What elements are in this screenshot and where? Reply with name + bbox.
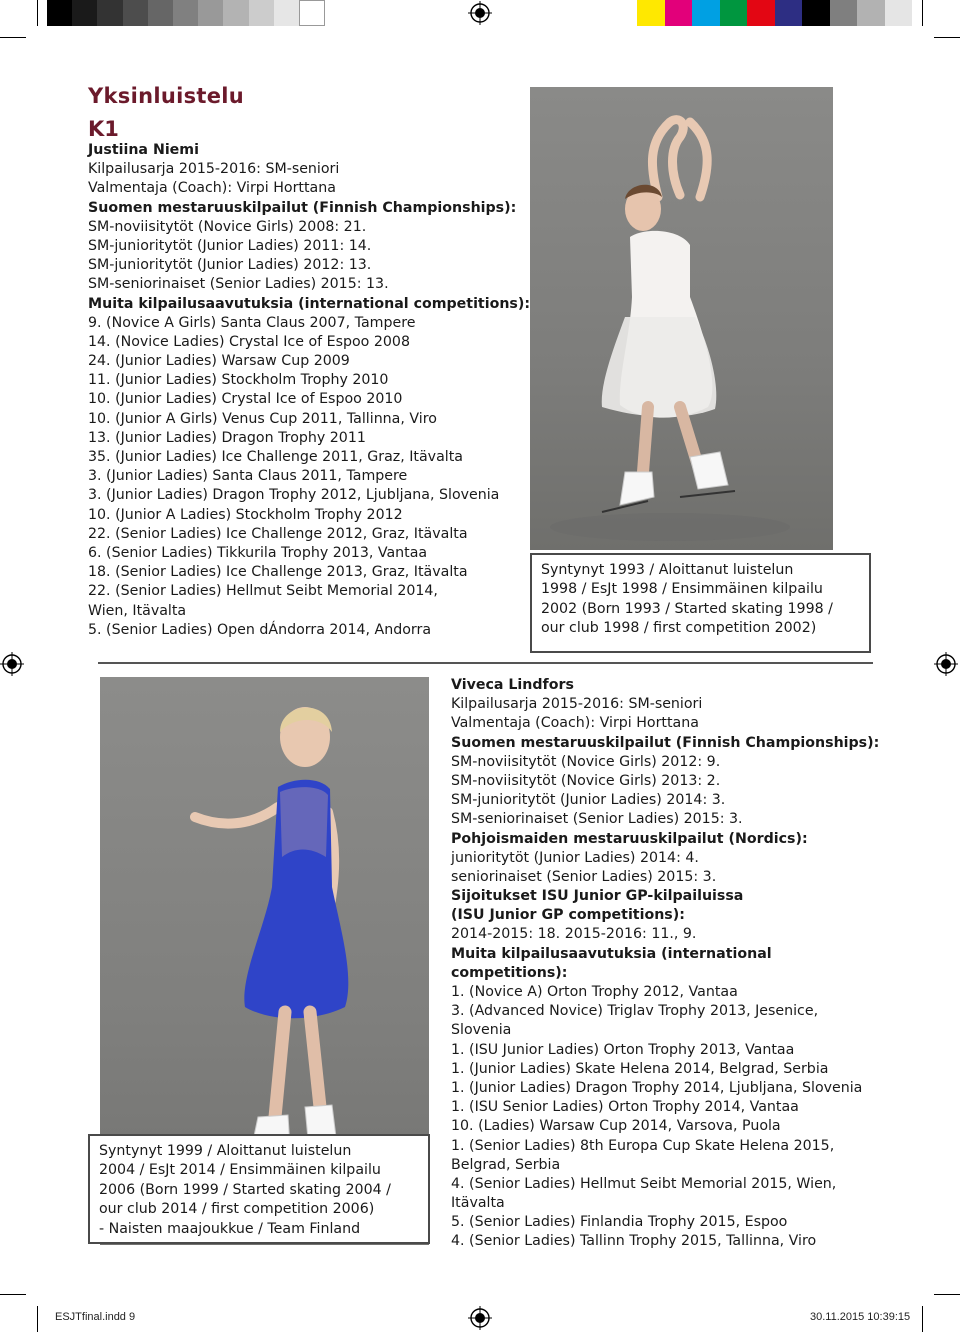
- process-swatch: [692, 0, 720, 26]
- skater2-line: SM-seniorinaiset (Senior Ladies) 2015: 3.: [451, 811, 743, 828]
- skater2-line: 1. (ISU Junior Ladies) Orton Trophy 2013, Vantaa: [451, 1041, 795, 1058]
- file-slug: ESJTfinal.indd 9: [55, 1311, 136, 1323]
- trim-mark: [934, 37, 960, 38]
- skater1-line: 10. (Junior Ladies) Crystal Ice of Espoo 2010: [88, 391, 403, 408]
- registration-mark-bottom-icon: [468, 1306, 492, 1330]
- skater1-line: 5. (Senior Ladies) Open dÁndorra 2014, Andorra: [88, 621, 432, 638]
- skater2-line: Sijoitukset ISU Junior GP-kilpailuissa: [451, 888, 744, 905]
- skater2-line: Pohjoismaiden mestaruuskilpailut (Nordics):: [451, 830, 808, 847]
- skater2-line: 10. (Ladies) Warsaw Cup 2014, Varsova, Puola: [451, 1118, 781, 1135]
- skater2-line: Itävalta: [451, 1195, 505, 1212]
- date-slug: 30.11.2015 10:39:15: [810, 1311, 911, 1323]
- skater1-line: Valmentaja (Coach): Virpi Horttana: [88, 180, 336, 197]
- registration-mark-top-icon: [468, 1, 492, 25]
- skater2-caption-line: our club 2014 / first competition 2006): [99, 1201, 375, 1218]
- skater1-line: Muita kilpailusaavutuksia (international competitions):: [88, 295, 531, 312]
- trim-mark: [37, 1306, 38, 1332]
- skater1-line: Suomen mestaruuskilpailut (Finnish Championships):: [88, 199, 517, 216]
- skater1-line: SM-seniorinaiset (Senior Ladies) 2015: 13.: [88, 276, 389, 293]
- registration-mark-left-icon: [0, 652, 24, 676]
- trim-mark: [922, 0, 923, 26]
- skater1-line: 10. (Junior A Girls) Venus Cup 2011, Tallinna, Viro: [88, 410, 437, 427]
- skater2-line: SM-noviisitytöt (Novice Girls) 2013: 2.: [451, 772, 721, 789]
- process-swatch: [637, 0, 665, 26]
- process-swatch: [857, 0, 885, 26]
- gray-swatch: [47, 0, 73, 26]
- skater1-photo: [530, 87, 833, 550]
- skater1-line: 9. (Novice A Girls) Santa Claus 2007, Tampere: [88, 314, 416, 331]
- skater2-line: seniorinaiset (Senior Ladies) 2015: 3.: [451, 868, 717, 885]
- skater1-bio: [88, 141, 530, 640]
- process-swatch: [747, 0, 775, 26]
- skater2-caption-line: - Naisten maajoukkue / Team Finland: [99, 1220, 361, 1237]
- skater1-line: 35. (Junior Ladies) Ice Challenge 2011, Graz, Itävalta: [88, 449, 463, 465]
- skater1-caption-line: Syntynyt 1993 / Aloittanut luistelun: [541, 562, 794, 578]
- trim-mark: [922, 1306, 923, 1332]
- skater2-caption-line: 2004 / EsJt 2014 / Ensimmäinen kilpailu: [99, 1162, 381, 1179]
- skater1-name: Justiina Niemi: [88, 142, 199, 158]
- skater1-line: 18. (Senior Ladies) Ice Challenge 2013, Graz, Itävalta: [88, 564, 468, 581]
- skater2-line: 1. (Senior Ladies) 8th Europa Cup Skate Helena 2015,: [451, 1137, 835, 1154]
- skater2-line: Valmentaja (Coach): Virpi Horttana: [451, 715, 699, 732]
- skater2-caption: [88, 1134, 430, 1244]
- skater2-line: Belgrad, Serbia: [451, 1156, 561, 1173]
- gray-swatch: [72, 0, 98, 26]
- skater1-line: SM-noviisitytöt (Novice Girls) 2008: 21.: [88, 218, 367, 235]
- category-label: K1: [88, 117, 119, 141]
- skater2-line: Muita kilpailusaavutuksia (international: [451, 945, 772, 962]
- skater2-line: 2014-2015: 18. 2015-2016: 11., 9.: [451, 926, 697, 943]
- gray-swatch: [299, 0, 325, 26]
- skater2-line: 1. (ISU Senior Ladies) Orton Trophy 2014, Vantaa: [451, 1099, 799, 1116]
- skater2-line: 1. (Junior Ladies) Dragon Trophy 2014, Ljubljana, Slovenia: [451, 1079, 863, 1096]
- skater2-line: SM-noviisitytöt (Novice Girls) 2012: 9.: [451, 753, 721, 770]
- process-swatch: [885, 0, 913, 26]
- skater2-line: SM-junioritytöt (Junior Ladies) 2014: 3.: [451, 792, 726, 809]
- skater2-line: 3. (Advanced Novice) Triglav Trophy 2013, Jesenice,: [451, 1003, 819, 1020]
- registration-mark-right-icon: [934, 652, 958, 676]
- section-title: Yksinluistelu: [88, 84, 244, 108]
- skater2-name: Viveca Lindfors: [451, 677, 574, 693]
- skater2-line: 4. (Senior Ladies) Hellmut Seibt Memorial 2015, Wien,: [451, 1175, 837, 1192]
- skater1-caption: [530, 553, 871, 653]
- skater1-line: 22. (Senior Ladies) Hellmut Seibt Memorial 2014,: [88, 583, 438, 600]
- process-swatch: [665, 0, 693, 26]
- skater2-line: 5. (Senior Ladies) Finlandia Trophy 2015, Espoo: [451, 1214, 788, 1231]
- skater1-line: 14. (Novice Ladies) Crystal Ice of Espoo 2008: [88, 333, 410, 350]
- skater1-line: 3. (Junior Ladies) Santa Claus 2011, Tampere: [88, 468, 408, 485]
- skater1-line: 13. (Junior Ladies) Dragon Trophy 2011: [88, 429, 366, 446]
- skater2-line: competitions):: [451, 964, 568, 981]
- gray-swatch: [123, 0, 149, 26]
- skater1-caption-line: our club 1998 / first competition 2002): [541, 620, 817, 637]
- trim-mark: [37, 0, 38, 26]
- skater1-line: 22. (Senior Ladies) Ice Challenge 2012, Graz, Itävalta: [88, 525, 468, 542]
- skater2-line: Slovenia: [451, 1022, 512, 1039]
- process-swatch: [802, 0, 830, 26]
- skater1-line: Wien, Itävalta: [88, 602, 187, 619]
- skater1-line: 11. (Junior Ladies) Stockholm Trophy 2010: [88, 372, 389, 389]
- process-swatch: [775, 0, 803, 26]
- skater1-line: 6. (Senior Ladies) Tikkurila Trophy 2013, Vantaa: [88, 544, 428, 561]
- gray-swatch: [97, 0, 123, 26]
- skater2-line: 4. (Senior Ladies) Tallinn Trophy 2015, Tallinna, Viro: [451, 1233, 817, 1250]
- skater1-line: 10. (Junior A Ladies) Stockholm Trophy 2012: [88, 506, 403, 523]
- gray-swatch: [223, 0, 249, 26]
- gray-swatch: [198, 0, 224, 26]
- section-divider: [98, 662, 873, 664]
- skater2-line: Suomen mestaruuskilpailut (Finnish Championships):: [451, 734, 880, 751]
- skater1-line: 3. (Junior Ladies) Dragon Trophy 2012, Ljubljana, Slovenia: [88, 487, 500, 504]
- skater1-line: SM-junioritytöt (Junior Ladies) 2011: 14.: [88, 237, 372, 254]
- skater2-bio: [451, 676, 879, 1252]
- skater2-line: junioritytöt (Junior Ladies) 2014: 4.: [451, 849, 699, 866]
- skater1-caption-line: 1998 / EsJt 1998 / Ensimmäinen kilpailu: [541, 581, 823, 598]
- trim-mark: [0, 1294, 26, 1295]
- skater2-line: (ISU Junior GP competitions):: [451, 907, 685, 924]
- skater2-line: 1. (Novice A) Orton Trophy 2012, Vantaa: [451, 984, 738, 1000]
- gray-swatch: [249, 0, 275, 26]
- skater1-line: 24. (Junior Ladies) Warsaw Cup 2009: [88, 353, 350, 370]
- gray-swatch: [274, 0, 300, 26]
- trim-mark: [0, 37, 26, 38]
- skater1-line: Kilpailusarja 2015-2016: SM-seniori: [88, 161, 340, 178]
- process-swatch: [720, 0, 748, 26]
- skater1-caption-line: 2002 (Born 1993 / Started skating 1998 /: [541, 600, 833, 617]
- skater1-line: SM-junioritytöt (Junior Ladies) 2012: 13.: [88, 257, 372, 274]
- trim-mark: [934, 1294, 960, 1295]
- gray-swatch: [173, 0, 199, 26]
- gray-swatch: [148, 0, 174, 26]
- skater2-caption-line: Syntynyt 1999 / Aloittanut luistelun: [99, 1143, 352, 1159]
- skater2-line: Kilpailusarja 2015-2016: SM-seniori: [451, 696, 703, 713]
- skater2-line: 1. (Junior Ladies) Skate Helena 2014, Belgrad, Serbia: [451, 1060, 829, 1077]
- process-swatch: [830, 0, 858, 26]
- skater2-caption-line: 2006 (Born 1999 / Started skating 2004 /: [99, 1181, 391, 1198]
